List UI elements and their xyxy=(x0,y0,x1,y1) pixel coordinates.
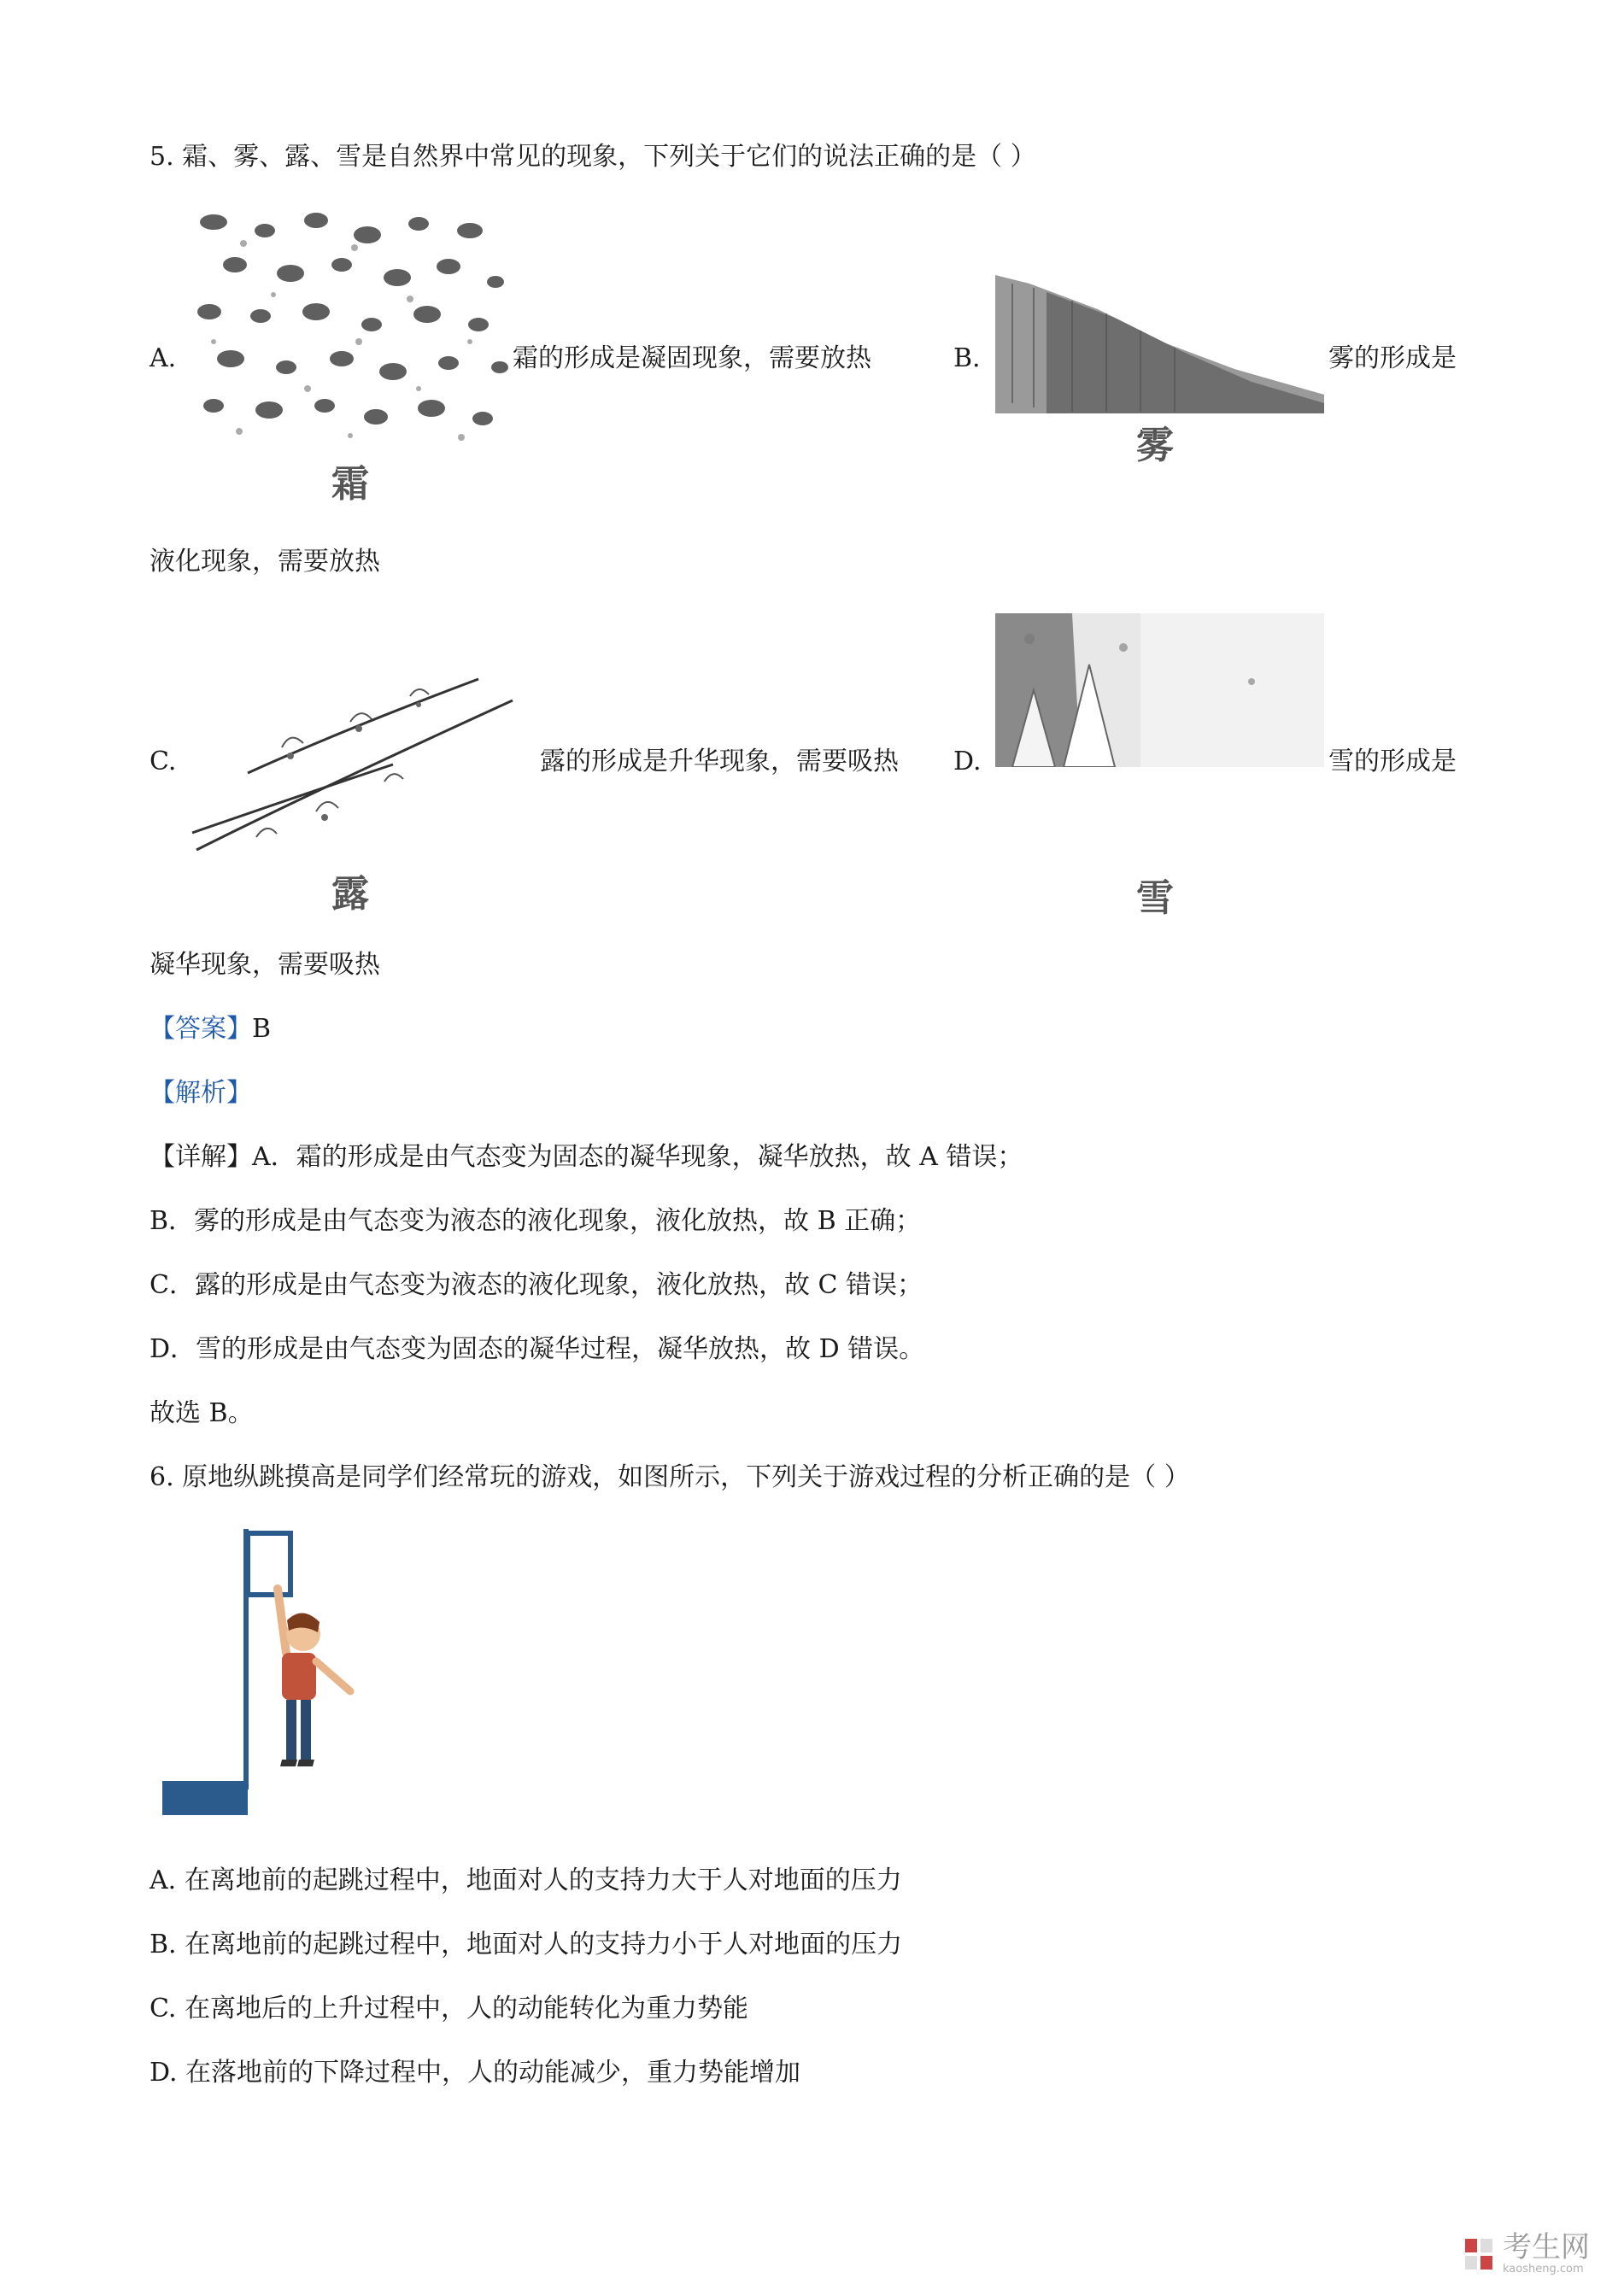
analysis-tag: 【解析】 xyxy=(150,1078,252,1108)
q5-stem: 5. 霜、雾、露、雪是自然界中常见的现象，下列关于它们的说法正确的是（ ） xyxy=(150,142,1036,172)
q5-option-d-text-2: 凝华现象，需要吸热 xyxy=(150,950,380,980)
q5-option-d-label: D. xyxy=(953,747,982,776)
q5-option-a-text: 霜的形成是凝固现象，需要放热 xyxy=(513,343,871,373)
q6-stem: 6. 原地纵跳摸高是同学们经常玩的游戏，如图所示，下列关于游戏过程的分析正确的是（ ） xyxy=(150,1462,1190,1492)
q6-option-d: D. 在落地前的下降过程中，人的动能减少，重力势能增加 xyxy=(150,2058,801,2088)
explanation-line-1: 【详解】A．霜的形成是由气态变为固态的凝华现象，凝华放热，故 A 错误； xyxy=(150,1142,1023,1172)
jump-touch-figure xyxy=(162,1525,376,1819)
watermark-sub: kaosheng.com xyxy=(1503,2263,1584,2276)
watermark-text: 考生网 xyxy=(1503,2230,1590,2264)
q6-option-a: A. 在离地前的起跳过程中，地面对人的支持力大于人对地面的压力 xyxy=(150,1866,902,1895)
explanation-line-3: C．露的形成是由气态变为液态的液化现象，液化放热，故 C 错误； xyxy=(150,1270,923,1300)
dew-caption: 露 xyxy=(331,872,371,916)
answer-tag: 【答案】 xyxy=(150,1014,252,1044)
q5-option-b-text-2: 液化现象，需要放热 xyxy=(150,547,380,577)
fog-caption: 雾 xyxy=(1136,424,1175,467)
q6-option-c: C. 在离地后的上升过程中，人的动能转化为重力势能 xyxy=(150,1994,748,2024)
dew-image xyxy=(188,628,517,858)
q5-option-d-text-1: 雪的形成是 xyxy=(1328,747,1457,776)
frost-caption: 霜 xyxy=(331,462,371,506)
q5-option-a-label: A. xyxy=(150,343,177,373)
snow-caption: 雪 xyxy=(1136,876,1175,920)
answer-line xyxy=(150,1012,271,1046)
explanation-line-2: B．雾的形成是由气态变为液态的液化现象，液化放热，故 B 正确； xyxy=(150,1206,922,1236)
q5-option-c-text: 露的形成是升华现象，需要吸热 xyxy=(540,747,899,776)
answer-value: B xyxy=(252,1014,272,1044)
q5-option-b-text-1: 雾的形成是 xyxy=(1328,343,1457,373)
fog-image xyxy=(995,266,1324,413)
explanation-line-5: 故选 B。 xyxy=(150,1398,254,1428)
frost-image xyxy=(188,205,513,453)
q5-option-b-label: B. xyxy=(953,343,981,373)
q5-option-c-label: C. xyxy=(150,747,177,776)
watermark xyxy=(1463,2230,1590,2276)
site-logo-icon xyxy=(1463,2237,1494,2271)
explanation-line-4: D．雪的形成是由气态变为固态的凝华过程，凝华放热，故 D 错误。 xyxy=(150,1334,925,1364)
snow-image xyxy=(995,613,1324,784)
q6-option-b: B. 在离地前的起跳过程中，地面对人的支持力小于人对地面的压力 xyxy=(150,1930,903,1959)
